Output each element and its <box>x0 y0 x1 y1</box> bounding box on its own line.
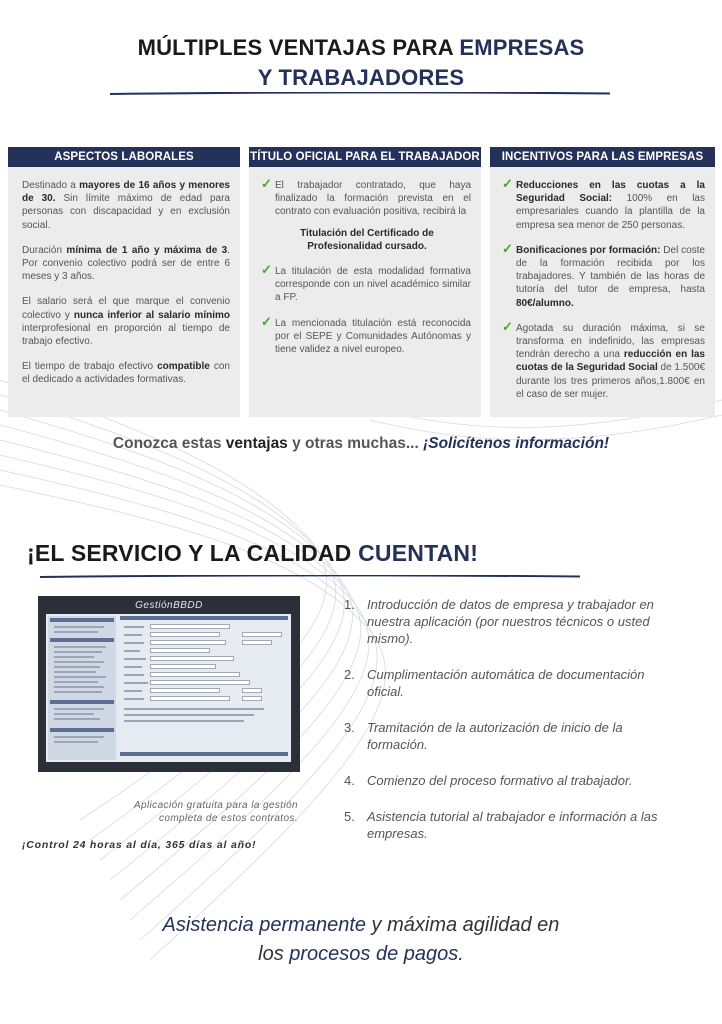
titulacion-highlight: Titulación del Certificado de Profesionalidad cursado. <box>300 227 434 252</box>
paragraph-duracion: Duración mínima de 1 año y máxima de 3. Por convenio colectivo podrá ser de entre 6 meses y 3 años. <box>22 244 230 283</box>
footer-slogan: Asistencia permanente y máxima agilidad en los procesos de pagos. <box>162 914 560 965</box>
column-heading: ASPECTOS LABORALES <box>8 147 240 167</box>
list-item: ✓ El trabajador contratado, que haya finalizado la formación prevista en el contrato con evaluación positiva, recibirá la <box>261 176 471 218</box>
check-icon: ✓ <box>502 176 513 191</box>
screenshot-caption: Aplicación gratuita para la gestión completa de estos contratos. <box>133 800 298 824</box>
list-item: 3. Tramitación de la autorización de inicio de la formación. <box>344 720 623 752</box>
page-title <box>0 33 722 93</box>
paragraph-tiempo: El tiempo de trabajo efectivo compatible con el dedicado a actividades formativas. <box>22 361 230 386</box>
title-part1: MÚLTIPLES VENTAJAS PARA <box>137 35 460 60</box>
column-aspectos-laborales <box>8 147 240 417</box>
app-screenshot <box>38 596 300 772</box>
app-window <box>46 614 291 762</box>
list-item: 4. Comienzo del proceso formativo al trabajador. <box>344 773 633 788</box>
list-item: 2. Cumplimentación automática de documentación oficial. <box>344 667 645 699</box>
column-heading: INCENTIVOS PARA LAS EMPRESAS <box>490 147 715 167</box>
check-icon: ✓ <box>502 318 513 334</box>
column-incentivos <box>490 147 715 417</box>
list-item: ✓ La titulación de esta modalidad formativa corresponde con un nivel académico similar a FP. <box>261 262 471 304</box>
paragraph-salario: El salario será el que marque el convenio colectivo y nunca inferior al salario mínimo interprofesional en proporción al tiempo de trabajo efectivo. <box>22 296 230 348</box>
title-part2: EMPRESAS <box>459 35 585 60</box>
list-item: 5. Asistencia tutorial al trabajador e información a las empresas. <box>344 809 658 841</box>
process-steps <box>344 596 684 861</box>
check-icon: ✓ <box>502 240 513 256</box>
cta-text: Conozca estas ventajas y otras muchas... ¡Solicítenos información! <box>112 435 610 452</box>
check-icon: ✓ <box>261 313 272 329</box>
cta-link[interactable]: ¡Solicítenos información! <box>423 435 610 452</box>
app-brand: GestiónBBDD <box>135 600 203 611</box>
list-item: ✓ Reducciones en las cuotas a la Seguridad Social: 100% en las empresariales cuando la plantilla de la empresa sea menor de 250 personas. <box>502 176 705 231</box>
list-item: ✓ Bonificaciones por formación: Del coste de la formación recibida por los trabajadores. Y también de las horas de tutoría del tutor de empresa, hasta 80€/alumno. <box>502 240 705 309</box>
app-sidebar <box>48 616 116 760</box>
paragraph-edad: Destinado a mayores de 16 años y menores de 30. Sin límite máximo de edad para personas con discapacidad y en exclusión social. <box>22 180 230 231</box>
list-item: 1. Introducción de datos de empresa y trabajador en nuestra aplicación (por nuestros técnicos o usted mismo). <box>344 597 654 646</box>
service-underline <box>40 575 580 578</box>
check-icon: ✓ <box>261 262 272 278</box>
title-underline <box>110 92 610 95</box>
list-item: ✓ La mencionada titulación está reconocida por el SEPE y Comunidades Autónomas y tiene validez a nivel europeo. <box>261 313 471 356</box>
control-slogan: ¡Control 24 horas al día, 365 días al año! <box>22 839 257 851</box>
title-line2: Y TRABAJADORES <box>257 65 465 90</box>
column-heading: TÍTULO OFICIAL PARA EL TRABAJADOR <box>249 147 481 167</box>
list-item: ✓ Agotada su duración máxima, si se transforma en indefinido, las empresas tendrán derecho a una reducción en las cuotas de la Seguridad Social de 1.500€ durante los tres primeros años,1.800€ en el caso de ser mujer. <box>502 318 706 400</box>
column-titulo-oficial <box>249 147 481 417</box>
check-icon: ✓ <box>261 176 272 191</box>
service-title: ¡EL SERVICIO Y LA CALIDAD CUENTAN! <box>27 540 479 566</box>
